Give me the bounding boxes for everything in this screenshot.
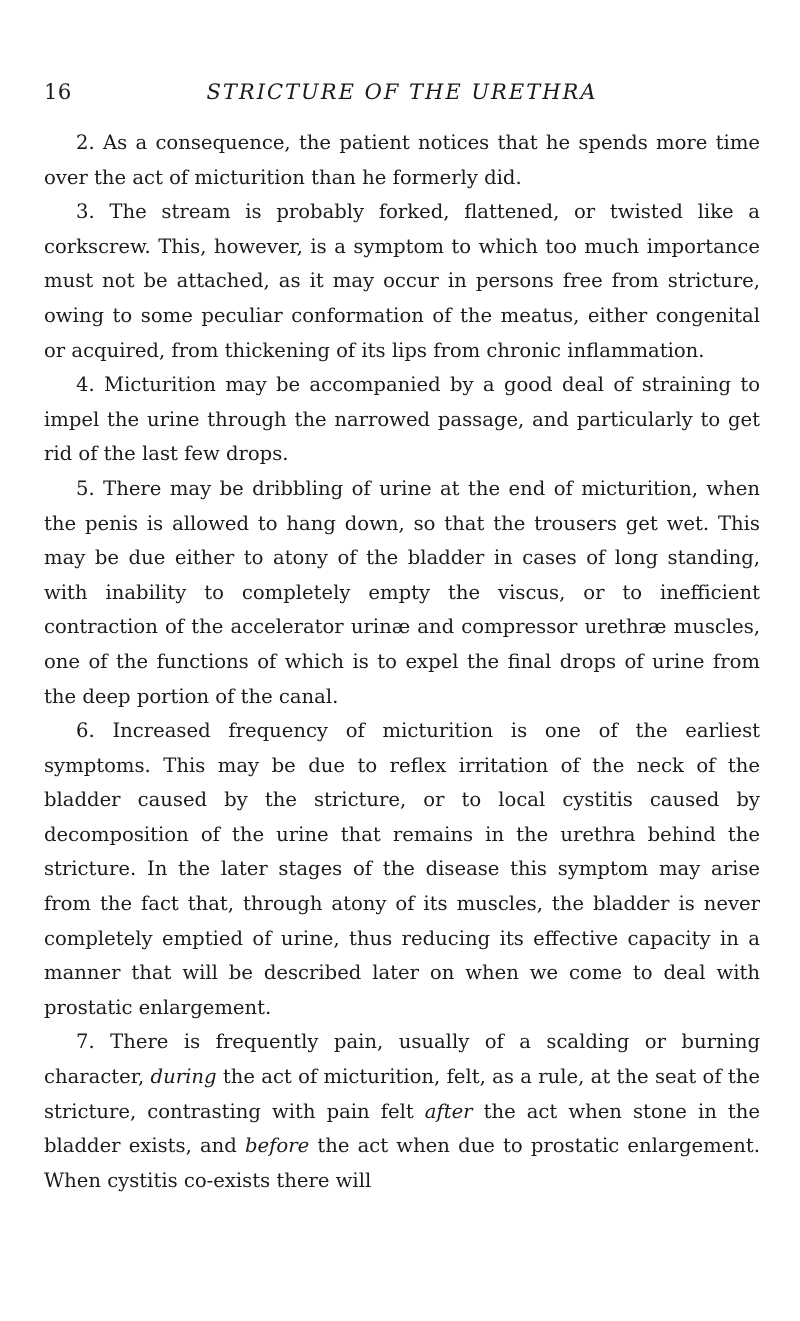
paragraph-7-text-d: the act when due to prostatic enlargement. When cystitis co-exists there will	[44, 1134, 760, 1192]
paragraph-7-text-a: 7. There is frequently pain, usually of a scalding or burning character,	[44, 1030, 760, 1089]
page-number: 16	[44, 80, 72, 104]
book-page	[44, 76, 760, 1198]
paragraph-3: 3. The stream is probably forked, flattened, or twisted like a corkscrew. This, however, is a symptom to which too much importance must not be attached, as it may occur in persons free from stricture, owing to some peculiar conformation of the meatus, either congenital or acquired, from thickening of its lips from chronic inflammation.	[44, 200, 760, 362]
body-text	[44, 126, 760, 1198]
paragraph-7-italic-during: during	[150, 1065, 217, 1089]
running-header	[44, 76, 760, 112]
paragraph-4: 4. Micturition may be accompanied by a good deal of straining to impel the urine through the narrowed passage, and particularly to get rid of the last few drops.	[44, 373, 760, 466]
paragraph-7	[44, 1025, 760, 1198]
paragraph-7-italic-after: after	[424, 1099, 473, 1123]
paragraph-7-text-b: the act of micturition, felt, as a rule, at the seat of the stricture, contrasting with pain felt	[44, 1065, 760, 1123]
paragraph-6: 6. Increased frequency of micturition is one of the earliest symptoms. This may be due to reflex irritation of the neck of the bladder caused by the stricture, or to local cystitis caused by decomposition of the urine that remains in the urethra behind the stricture. In the later stages of the disease this symptom may arise from the fact that, through atony of its muscles, the bladder is never completely emptied of urine, thus reducing its effective capacity in a manner that will be described later on when we come to deal with prostatic enlargement.	[44, 719, 760, 1019]
paragraph-5: 5. There may be dribbling of urine at the end of micturition, when the penis is allowed to hang down, so that the trousers get wet. This may be due either to atony of the bladder in cases of long standing, with inability to completely empty the viscus, or to inefficient contraction of the accelerator urinæ and compressor urethræ muscles, one of the functions of which is to expel the final drops of urine from the deep portion of the canal.	[44, 476, 760, 708]
running-title: STRICTURE OF THE URETHRA	[206, 80, 598, 104]
paragraph-2: 2. As a consequence, the patient notices that he spends more time over the act of micturition than he formerly did.	[44, 131, 760, 189]
paragraph-7-text-c: the act when stone in the bladder exists, and	[44, 1099, 760, 1158]
paragraph-7-italic-before: before	[245, 1134, 310, 1158]
